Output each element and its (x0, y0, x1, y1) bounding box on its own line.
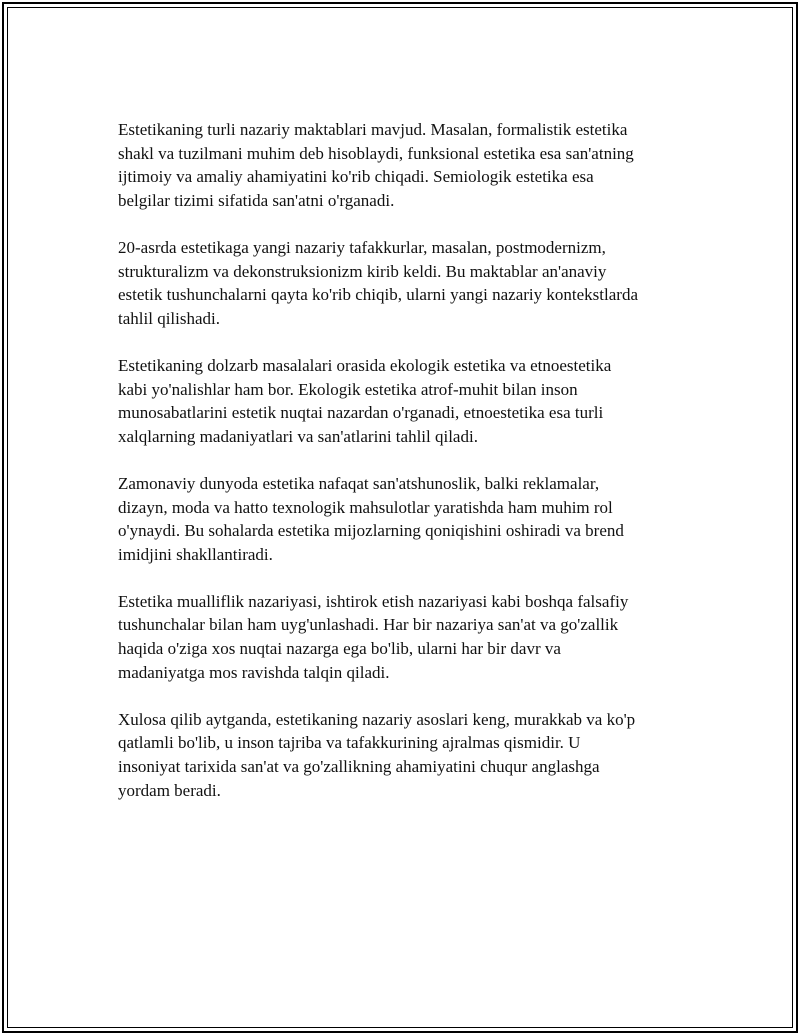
text-line: dizayn, moda va hatto texnologik mahsulotlar yaratishda ham muhim rol (118, 497, 613, 517)
text-line: kabi yo'nalishlar ham bor. Ekologik estetika atrof-muhit bilan inson (118, 379, 578, 399)
paragraph-3 (118, 354, 688, 448)
text-line: tushunchalar bilan ham uyg'unlashadi. Har bir nazariya san'at va go'zallik (118, 615, 619, 635)
paragraph-2 (118, 236, 688, 330)
paragraph-4 (118, 472, 688, 566)
text-line: Zamonaviy dunyoda estetika nafaqat san'atshunoslik, balki reklamalar, (118, 473, 600, 493)
paragraph-6 (118, 708, 688, 802)
text-line: 20-asrda estetikaga yangi nazariy tafakkurlar, masalan, postmodernizm, (118, 237, 606, 257)
paragraph-1 (118, 118, 688, 212)
text-line: o'ynaydi. Bu sohalarda estetika mijozlarning qoniqishini oshiradi va brend (118, 521, 624, 541)
text-line: estetik tushunchalarni qayta ko'rib chiqib, ularni yangi nazariy kontekstlarda (118, 285, 638, 305)
text-line: Estetikaning dolzarb masalalari orasida ekologik estetika va etnoestetika (118, 355, 612, 375)
text-line: strukturalizm va dekonstruksionizm kirib keldi. Bu maktablar an'anaviy (118, 261, 607, 281)
text-line: xalqlarning madaniyatlari va san'atlarini tahlil qiladi. (118, 426, 478, 446)
text-line: munosabatlarini estetik nuqtai nazardan o'rganadi, etnoestetika esa turli (118, 403, 604, 423)
text-line: Xulosa qilib aytganda, estetikaning nazariy asoslari keng, murakkab va ko'p (118, 709, 636, 729)
text-line: haqida o'ziga xos nuqtai nazarga ega bo'lib, ularni har bir davr va (118, 639, 561, 659)
text-line: madaniyatga mos ravishda talqin qiladi. (118, 662, 390, 682)
paragraph-5 (118, 590, 688, 684)
text-line: shakl va tuzilmani muhim deb hisoblaydi, funksional estetika esa san'atning (118, 143, 634, 163)
text-line: tahlil qilishadi. (118, 308, 220, 328)
text-line: Estetikaning turli nazariy maktablari mavjud. Masalan, formalistik estetika (118, 120, 628, 139)
document-body (118, 118, 688, 826)
text-line: ijtimoiy va amaliy ahamiyatini ko'rib chiqadi. Semiologik estetika esa (118, 167, 594, 187)
text-line: belgilar tizimi sifatida san'atni o'rganadi. (118, 190, 395, 210)
text-line: qatlamli bo'lib, u inson tajriba va tafakkurining ajralmas qismidir. U (118, 733, 581, 753)
text-line: insoniyat tarixida san'at va go'zallikning ahamiyatini chuqur anglashga (118, 757, 600, 777)
text-line: Estetika mualliflik nazariyasi, ishtirok etish nazariyasi kabi boshqa falsafiy (118, 591, 629, 611)
text-line: imidjini shakllantiradi. (118, 544, 273, 564)
text-line: yordam beradi. (118, 780, 221, 800)
